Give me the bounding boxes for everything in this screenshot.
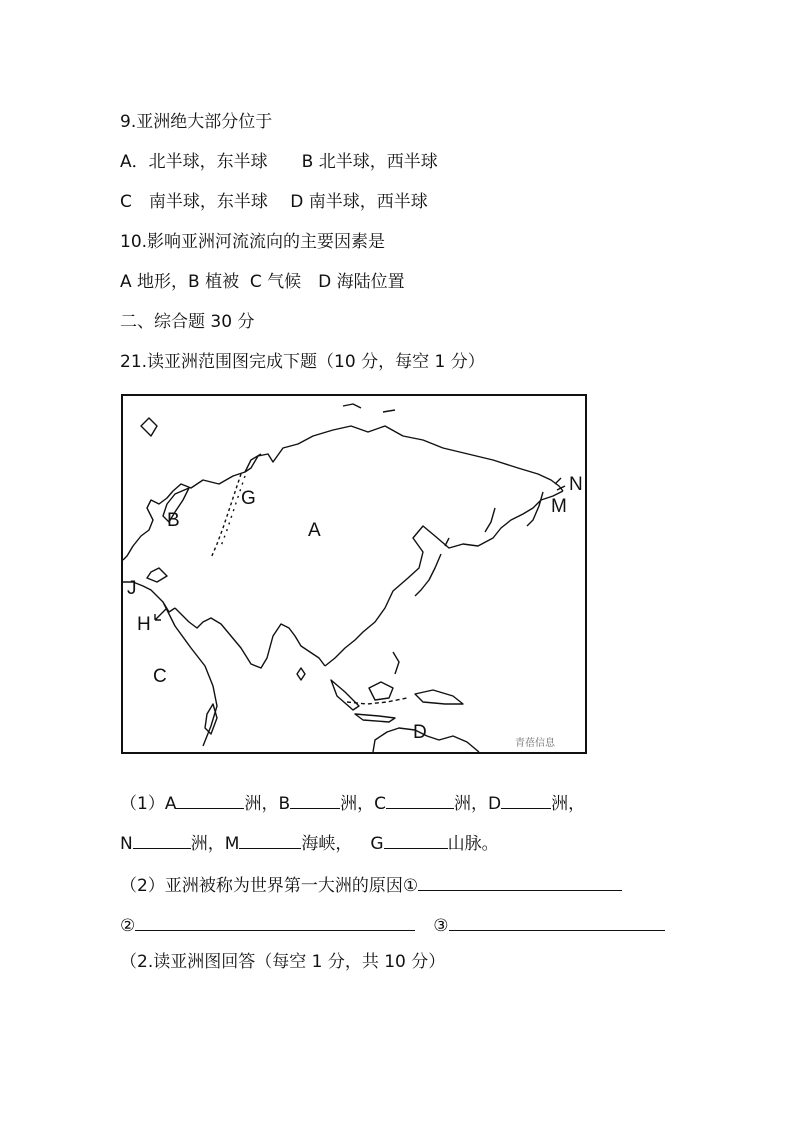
kamchatka (527, 492, 543, 526)
philippines (393, 652, 399, 674)
blank-d[interactable] (501, 790, 551, 809)
map-label-m: M (551, 496, 567, 517)
q10-stem: 10.影响亚洲河流流向的主要因素是 (120, 232, 386, 252)
map-label-c: C (153, 666, 167, 687)
part2-circle3: ③ (433, 916, 449, 936)
part1-suffix-m: 海峡， (301, 834, 353, 854)
section-heading: 二、综合题 30 分 (120, 312, 255, 332)
map-label-h: H (137, 614, 151, 635)
map-label-a: A (308, 520, 321, 541)
java (355, 714, 395, 722)
asia-oceania-boundary (347, 698, 407, 704)
q22-stem: （2.读亚洲图回答（每空 1 分，共 10 分） (120, 952, 446, 972)
blank-reason-3[interactable] (449, 912, 665, 931)
map-label-n: N (569, 474, 583, 495)
novaya-zemlya (245, 454, 261, 472)
blank-b[interactable] (290, 790, 340, 809)
blank-g[interactable] (384, 830, 448, 849)
greenland-edge (141, 418, 157, 436)
q10-options: A 地形，B 植被 C 气候 D 海陆位置 (120, 272, 405, 292)
q9-stem: 9.亚洲绝大部分位于 (120, 112, 273, 132)
part1-suffix-c: 洲，D (454, 794, 502, 814)
part1-prefix-g: G (370, 834, 384, 854)
blank-c[interactable] (386, 790, 454, 809)
japan-islands (415, 538, 449, 596)
sumatra (331, 680, 359, 710)
q21-part2-row1 (120, 872, 622, 898)
eurasia-north-coast (173, 426, 563, 491)
q9-options-ab: A．北半球，东半球 B 北半球，西半球 (120, 152, 438, 172)
madagascar (205, 704, 217, 734)
map-label-j: J (127, 578, 137, 599)
asia-map (121, 394, 587, 754)
new-guinea (415, 690, 463, 704)
map-label-b: B (167, 510, 180, 531)
part1-prefix: （1）A (120, 794, 177, 814)
arctic-islands (343, 404, 395, 412)
blank-m[interactable] (239, 830, 301, 849)
ural-mountains (211, 474, 241, 558)
asia-map-drawing (123, 396, 585, 752)
blank-n[interactable] (133, 830, 191, 849)
ural-mountains-hatch (221, 476, 245, 546)
q21-stem: 21.读亚洲范围图完成下题（10 分，每空 1 分） (120, 352, 485, 372)
part1-suffix-n: 洲，M (190, 834, 240, 854)
blank-reason-2[interactable] (135, 912, 415, 931)
africa-outline (123, 582, 217, 746)
part1-suffix-g: 山脉。 (447, 834, 499, 854)
blank-a[interactable] (176, 790, 244, 809)
map-label-g: G (241, 488, 256, 509)
blank-reason-1[interactable] (418, 872, 622, 891)
part1-suffix-b: 洲，C (340, 794, 386, 814)
q21-part1-row1 (120, 790, 585, 816)
q21-part2-row2 (120, 912, 665, 938)
q21-part1-row2 (120, 830, 499, 856)
map-label-d: D (413, 722, 427, 743)
part1-suffix-d: 洲， (551, 794, 586, 814)
part1-suffix-a: 洲，B (244, 794, 291, 814)
part2-text: （2）亚洲被称为世界第一大洲的原因① (120, 876, 419, 896)
suez-arrow (155, 608, 167, 620)
europe-outline (123, 491, 173, 582)
borneo (369, 682, 393, 700)
sri-lanka (297, 668, 305, 680)
asia-east-coast (325, 491, 563, 666)
watermark: 青蓓信息 (515, 738, 555, 749)
asia-south-coast (175, 608, 325, 668)
q9-options-cd: C 南半球，东半球 D 南半球，西半球 (120, 192, 428, 212)
part1-prefix-n: N (120, 834, 133, 854)
part2-circle2: ② (120, 916, 136, 936)
sakhalin (485, 508, 495, 532)
